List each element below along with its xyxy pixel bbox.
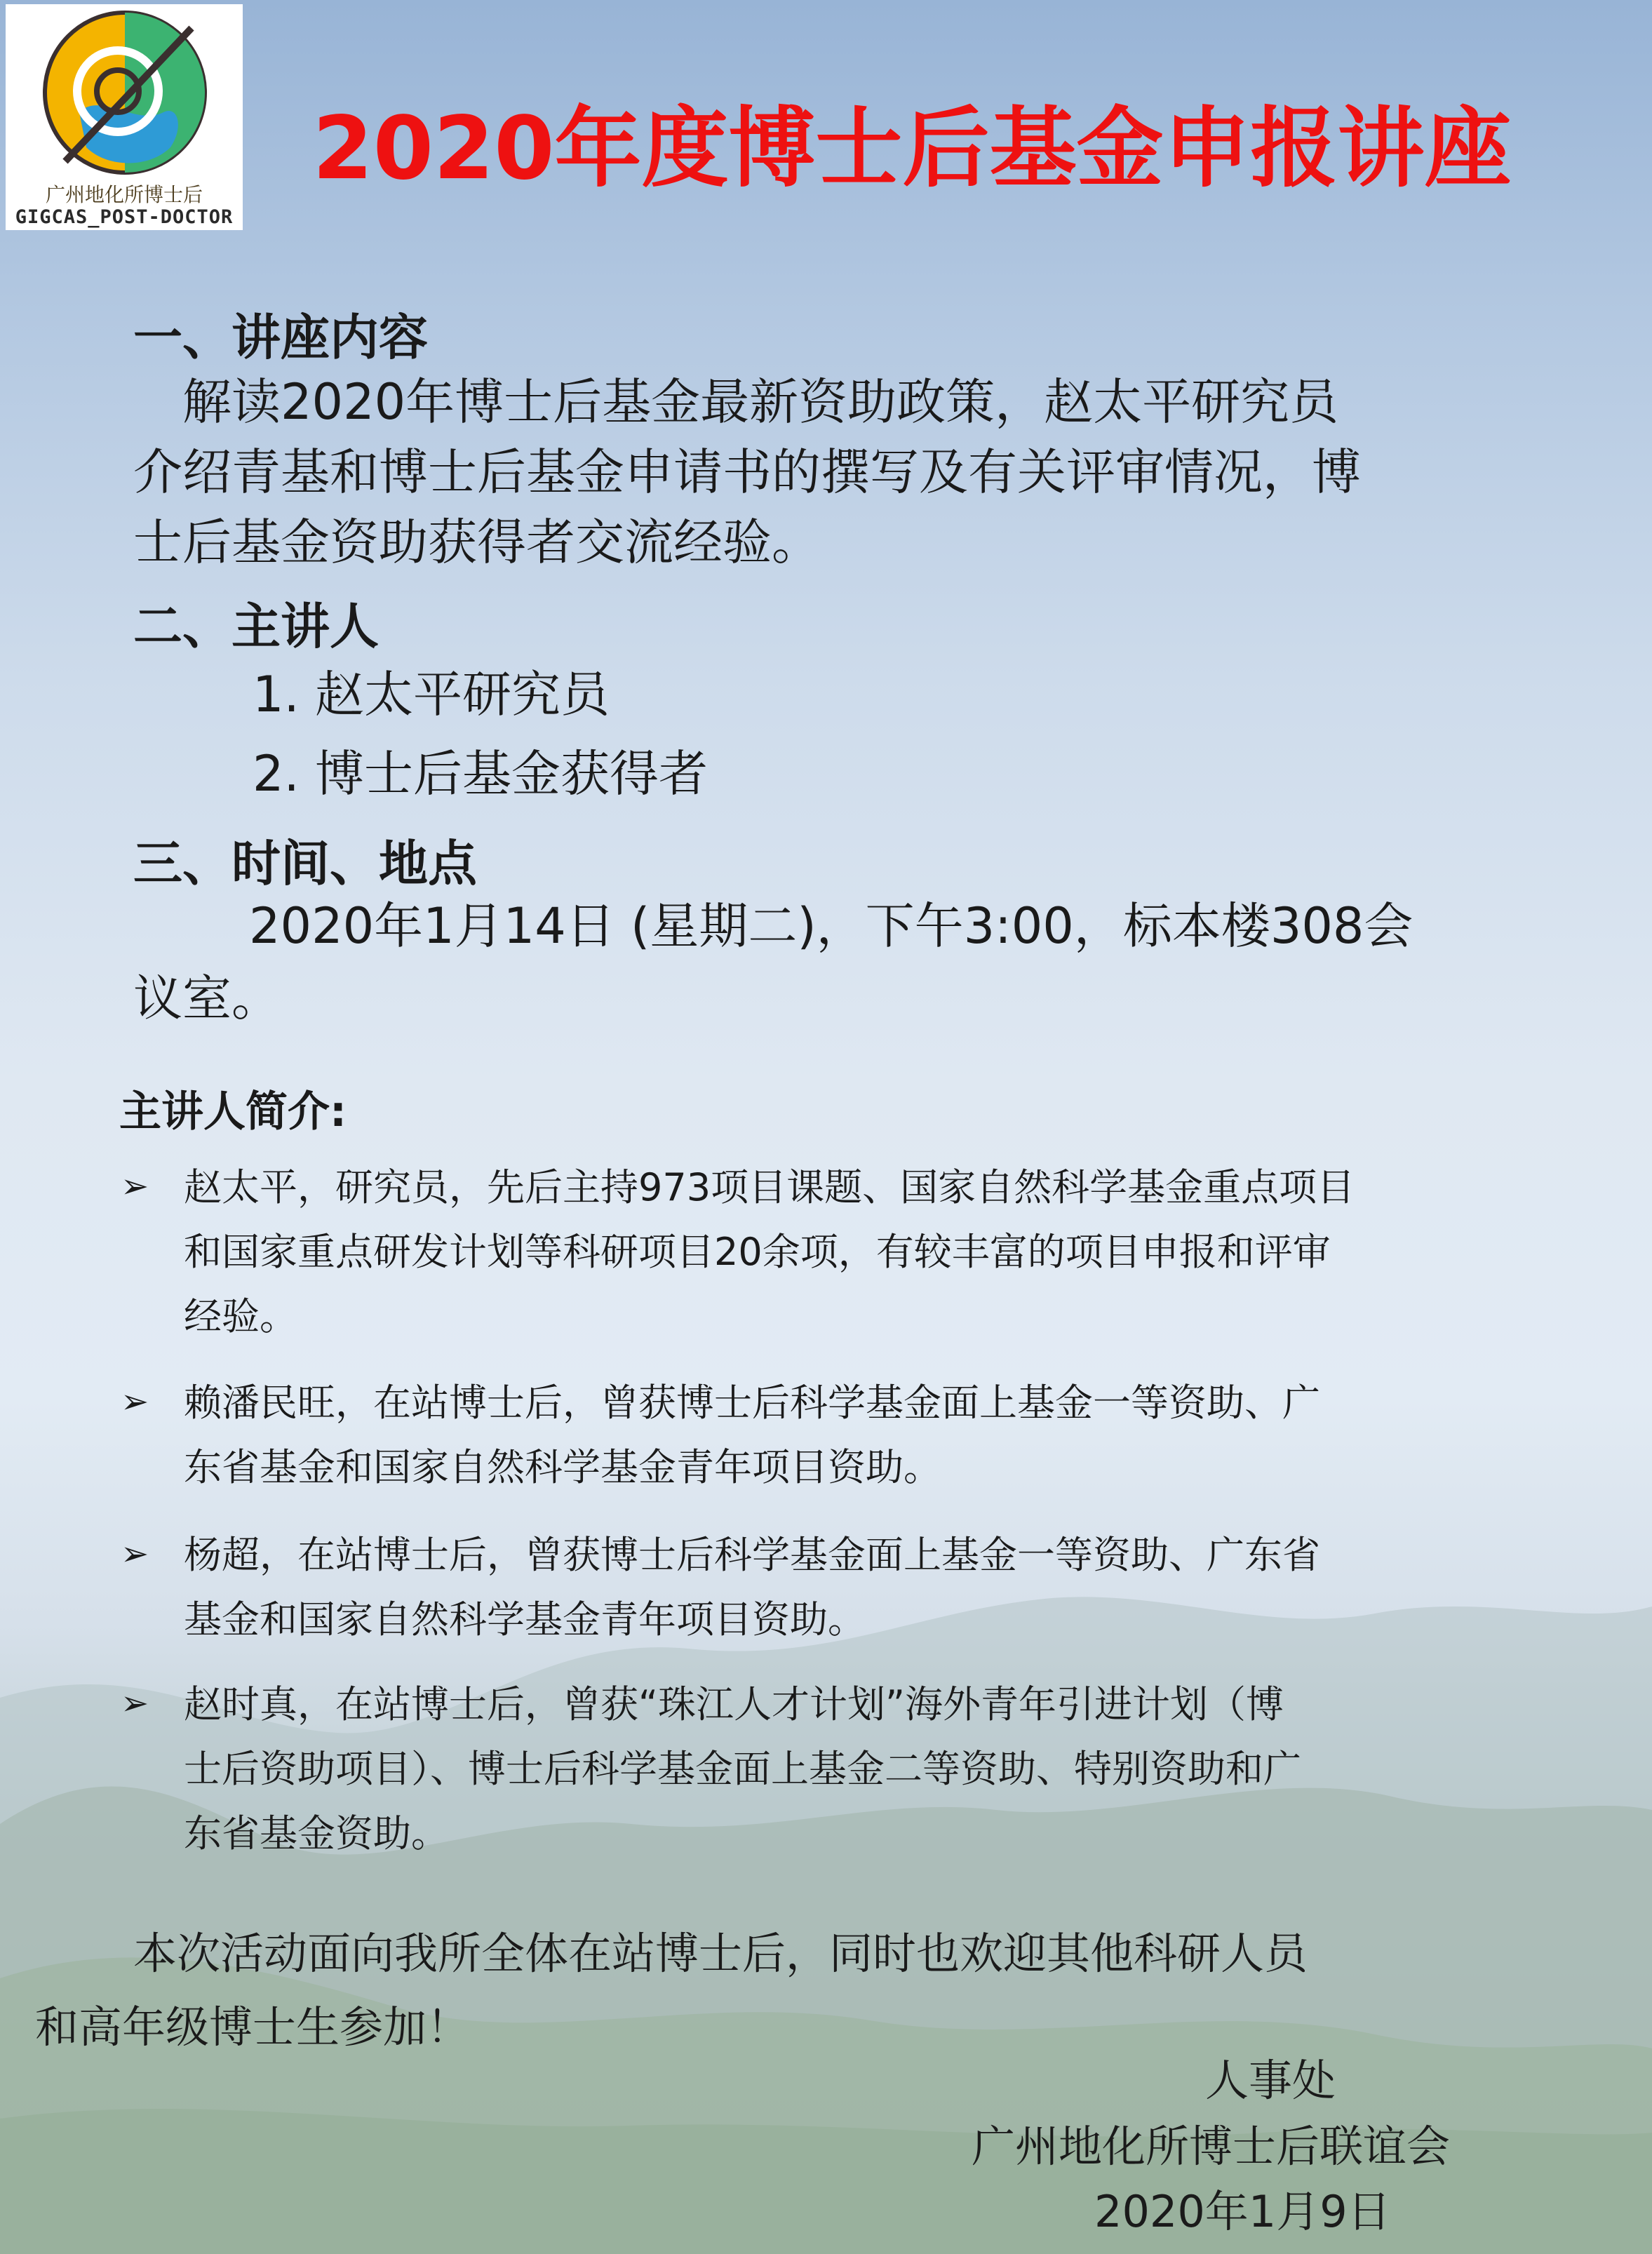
section1-heading: 一、讲座内容 (133, 309, 428, 366)
speaker-list-item-2: 2. 博士后基金获得者 (253, 745, 709, 803)
signature-org: 广州地化所博士后联谊会 (972, 2121, 1451, 2172)
speaker-bio-3-line-1: 杨超，在站博士后，曾获博士后科学基金面上基金一等资助、广东省 (184, 1533, 1320, 1577)
speaker-bio-2-line-2: 东省基金和国家自然科学基金青年项目资助。 (184, 1445, 941, 1489)
logo (6, 4, 243, 230)
logo-text-cn: 广州地化所博士后 (45, 183, 203, 206)
section1-line-1: 解读2020年博士后基金最新资助政策，赵太平研究员 (133, 373, 1339, 431)
bullet-arrow-icon: ➢ (121, 1382, 149, 1421)
speaker-bio-1-line-3: 经验。 (184, 1294, 297, 1339)
logo-text-en: GIGCAS_POST-DOCTOR (15, 206, 234, 228)
bullet-arrow-icon: ➢ (121, 1167, 149, 1206)
globe-logo-icon (37, 7, 213, 179)
bullet-arrow-icon: ➢ (121, 1534, 149, 1574)
speakers-heading: 主讲人简介: (119, 1087, 347, 1136)
speaker-bio-3-line-2: 基金和国家自然科学基金青年项目资助。 (184, 1597, 866, 1642)
section3-heading: 三、时间、地点 (133, 835, 477, 892)
speaker-bio-2-line-1: 赖潘民旺，在站博士后，曾获博士后科学基金面上基金一等资助、广 (184, 1381, 1320, 1425)
time-place-line-2: 议室。 (133, 970, 281, 1027)
signature-date: 2020年1月9日 (1094, 2186, 1391, 2237)
speaker-bio-1-line-1: 赵太平，研究员，先后主持973项目课题、国家自然科学基金重点项目 (184, 1165, 1355, 1209)
speaker-list-item-1: 1. 赵太平研究员 (253, 666, 610, 723)
bullet-arrow-icon: ➢ (121, 1684, 149, 1723)
speaker-bio-4-line-2: 士后资助项目）、博士后科学基金面上基金二等资助、特别资助和广 (184, 1747, 1301, 1791)
speaker-bio-4-line-3: 东省基金资助。 (184, 1811, 449, 1856)
speaker-bio-1-line-2: 和国家重点研发计划等科研项目20余项，有较丰富的项目申报和评审 (184, 1230, 1331, 1274)
closing-line-1: 本次活动面向我所全体在站博士后，同时也欢迎其他科研人员 (133, 1928, 1308, 1979)
page-title: 2020年度博士后基金申报讲座 (312, 98, 1512, 199)
section2-heading: 二、主讲人 (133, 598, 379, 655)
speaker-bio-4-line-1: 赵时真，在站博士后，曾获“珠江人才计划”海外青年引进计划（博 (184, 1682, 1284, 1726)
section1-line-3: 士后基金资助获得者交流经验。 (133, 514, 821, 571)
signature-dept: 人事处 (1205, 2055, 1336, 2106)
closing-line-2: 和高年级博士生参加！ (35, 2001, 471, 2053)
time-place-line-1: 2020年1月14日 (星期二)，下午3:00，标本楼308会 (249, 897, 1413, 955)
section1-line-2: 介绍青基和博士后基金申请书的撰写及有关评审情况，博 (133, 443, 1361, 501)
